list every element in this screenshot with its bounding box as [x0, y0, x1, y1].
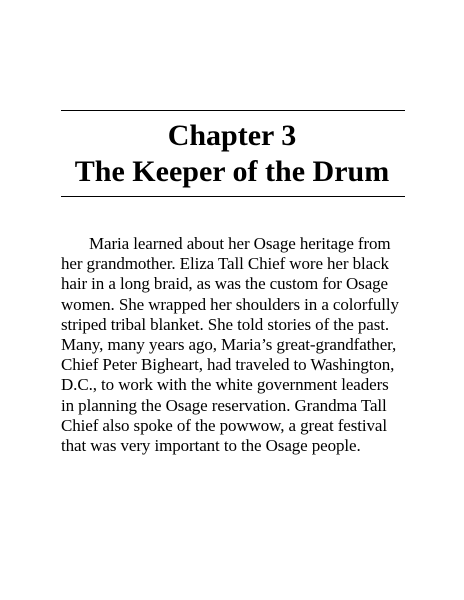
bottom-divider-rule — [61, 196, 405, 197]
chapter-heading — [0, 118, 464, 190]
body-line: Maria learned about her Osage heritage from — [89, 234, 391, 253]
body-paragraph — [61, 234, 407, 456]
chapter-title: The Keeper of the Drum — [74, 155, 390, 188]
body-line: Chief Peter Bigheart, had traveled to Washington, — [61, 355, 395, 375]
body-line: striped tribal blanket. She told stories of the past. — [61, 314, 390, 334]
body-line: her grandmother. Eliza Tall Chief wore her black — [61, 254, 389, 274]
body-line: D.C., to work with the white government leaders — [61, 375, 389, 395]
body-line: hair in a long braid, as was the custom for Osage — [61, 274, 388, 294]
body-line: Many, many years ago, Maria’s great-grandfather, — [61, 335, 397, 355]
body-line: that was very important to the Osage people. — [61, 436, 361, 456]
body-line: in planning the Osage reservation. Grandma Tall — [61, 395, 387, 415]
body-line: Chief also spoke of the powwow, a great festival — [61, 415, 387, 435]
chapter-number: Chapter 3 — [167, 119, 297, 152]
body-line: women. She wrapped her shoulders in a colorfully — [61, 294, 399, 314]
top-divider-rule — [61, 110, 405, 111]
